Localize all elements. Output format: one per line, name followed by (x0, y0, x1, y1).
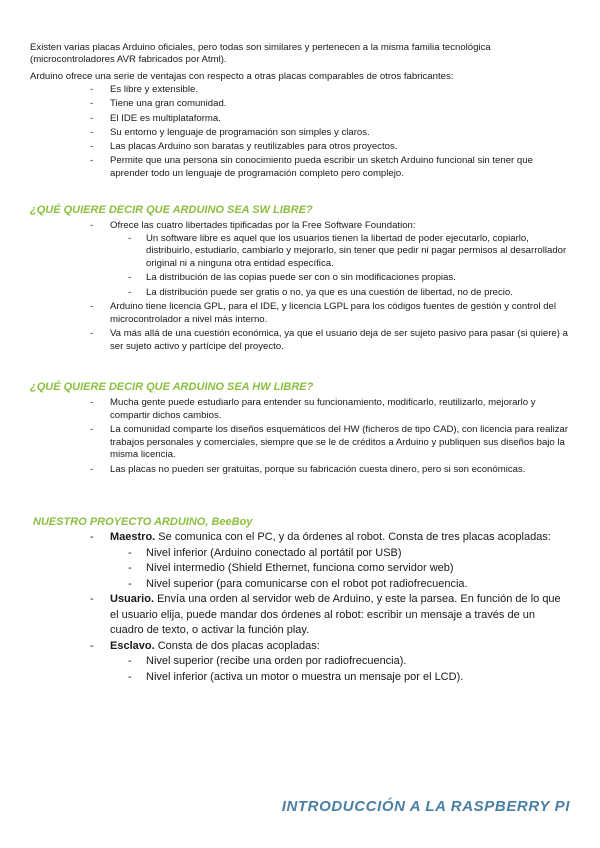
list-item: - Su entorno y lenguaje de programación son simples y claros. (90, 127, 570, 140)
maestro-label: Maestro. (110, 531, 156, 543)
list-item: - Nivel superior (para comunicarse con el robot pot radiofrecuencia. (128, 577, 570, 593)
sw-sublist (128, 233, 570, 300)
sw-heading: ¿QUÉ QUIERE DECIR QUE ARDUINO SEA SW LIBRE? (30, 204, 313, 216)
intro-lead: Arduino ofrece una serie de ventajas con respecto a otras placas comparables de otros fabricantes: (30, 71, 454, 82)
advantages-list (90, 84, 570, 182)
maestro-sublist (128, 546, 570, 593)
list-item: - La distribución puede ser gratis o no, ya que es una cuestión de libertad, no de precio. (128, 287, 570, 300)
esclavo-label: Esclavo. (110, 639, 155, 652)
list-item: - Nivel superior (recibe una orden por radiofrecuencia). (128, 654, 570, 670)
list-item: - Nivel inferior (Arduino conectado al portátil por USB) (128, 546, 570, 562)
footer-title: INTRODUCCIÓN A LA RASPBERRY PI (281, 798, 570, 815)
usuario-text: Envía una orden al servidor web de Arduino, y este la parsea. En función de lo que el usuario elija, puede mandar dos órdenes al robot: escribir un mensaje a través de un cuadro de texto, o activar la función play. (110, 593, 561, 636)
list-item: - Nivel intermedio (Shield Ethernet, funciona como servidor web) (128, 561, 570, 577)
list-item: - El IDE es multiplataforma. (90, 113, 570, 126)
maestro-text: Se comunica con el PC, y da órdenes al robot. Consta de tres placas acopladas: (155, 531, 551, 543)
list-item: - Las placas Arduino son baratas y reutilizables para otros proyectos. (90, 141, 570, 154)
usuario-label: Usuario. (110, 593, 155, 605)
intro-paragraph: Existen varias placas Arduino oficiales, pero todas son similares y pertenecen a la misma familia tecnológica (microcontroladores AVR fabricados por Atml). (30, 42, 491, 65)
list-item: - Mucha gente puede estudiarlo para entender su funcionamiento, modificarlo, reutilizarlo, mejorarlo y compartir dichos cambios. (90, 397, 570, 422)
list-item: - Va más allá de una cuestión económica, ya que el usuario deja de ser sujeto pasivo para pasar (si quiere) a ser sujeto activo y partícipe del proyecto. (90, 328, 570, 353)
list-item: - Permite que una persona sin conocimiento pueda escribir un sketch Arduino funcional sin tener que aprender todo un lenguaje de programación completo pero complejo. (90, 155, 570, 180)
list-item: - Un software libre es aquel que los usuarios tienen la libertad de poder ejecutarlo, copiarlo, distribuirlo, estudiarlo, cambiarlo y mejorarlo, sin tener que pedir ni pagar permisos al desarrollador original ni a ninguna otra entidad específica. (128, 233, 570, 271)
project-list (90, 530, 570, 685)
list-item: - Tiene una gran comunidad. (90, 98, 570, 111)
sw-item-text: Ofrece las cuatro libertades tipificadas por la Free Software Foundation: (110, 220, 416, 231)
list-item (90, 530, 570, 592)
hw-heading: ¿QUÉ QUIERE DECIR QUE ARDUINO SEA HW LIBRE? (30, 381, 314, 393)
list-item: - Arduino tiene licencia GPL, para el IDE, y licencia LGPL para los códigos fuentes de gestión y control del microcontrolador a nivel más interno. (90, 301, 570, 326)
list-item: - La distribución de las copias puede ser con o sin modificaciones propias. (128, 272, 570, 285)
sw-list (90, 220, 570, 355)
list-item: - Las placas no pueden ser gratuitas, porque su fabricación cuesta dinero, pero si son económicas. (90, 464, 570, 477)
list-item (90, 592, 570, 639)
list-item (90, 639, 570, 686)
list-item: - Es libre y extensible. (90, 84, 570, 97)
list-item: - Nivel inferior (activa un motor o muestra un mensaje por el LCD). (128, 670, 570, 686)
list-item: - La comunidad comparte los diseños esquemáticos del HW (ficheros de tipo CAD), con licencia para realizar trabajos personales y comerciales, siempre que se le de créditos a Arduino y publiquen sus diseños bajo la misma licencia. (90, 424, 570, 462)
esclavo-text: Consta de dos placas acopladas: (154, 639, 320, 652)
esclavo-sublist (128, 654, 570, 685)
hw-list (90, 397, 570, 478)
project-heading: NUESTRO PROYECTO ARDUINO, BeeBoy (33, 516, 253, 528)
list-item (90, 220, 570, 299)
